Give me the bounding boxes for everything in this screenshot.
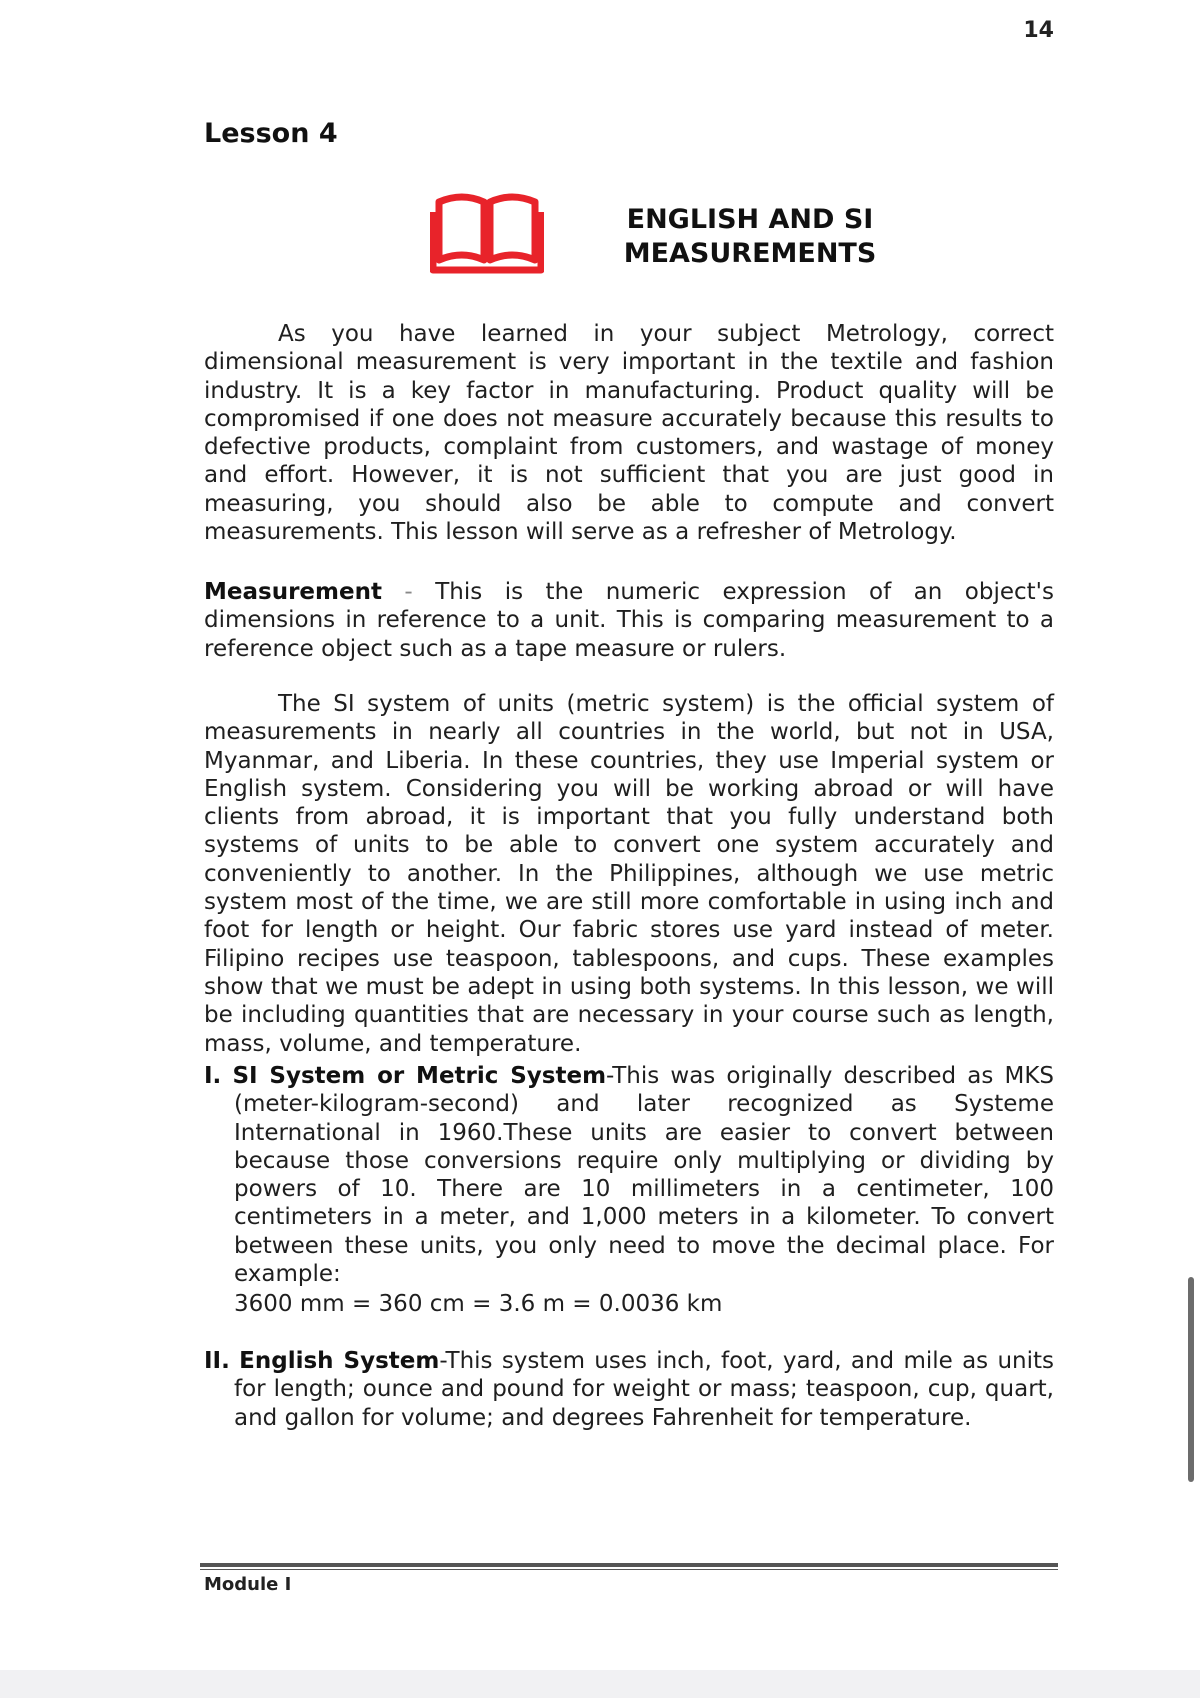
conversion-example: 3600 mm = 360 cm = 3.6 m = 0.0036 km: [234, 1291, 723, 1317]
list-item-numeral: I.: [204, 1063, 222, 1089]
definition-body: This is the numeric expression of an object's dimensions in reference to a unit. This is comparing measurement to a reference object such as a tape measure or rulers.: [204, 579, 1054, 662]
list-item-body: -This was originally described as MKS (meter-kilogram-second) and later recognized as Systeme International in 1960.These units are easier to convert between because those conversions require only multiplying or dividing by powers of 10. There are 10 millimeters in a centimeter, 100 centimeters in a meter, and 1,000 meters in a kilometer. To convert between these units, you only need to move the decimal place. For example:: [234, 1063, 1054, 1288]
lesson-title: Lesson 4: [204, 118, 338, 149]
section-heading-line1: ENGLISH AND SI: [626, 204, 874, 235]
open-book-icon: [430, 190, 544, 276]
page-number: 14: [1023, 18, 1054, 43]
definition-separator: -: [381, 579, 436, 605]
section-heading: [605, 203, 895, 271]
footer-module-label: Module I: [204, 1574, 292, 1595]
section-heading-line2: MEASUREMENTS: [623, 238, 877, 269]
list-item-term: SI System or Metric System: [232, 1063, 607, 1089]
viewer-bottom-strip: [0, 1670, 1200, 1698]
footer-rule: [200, 1563, 1058, 1567]
list-item-si-system: [204, 1062, 1054, 1288]
definition-block: [204, 578, 1054, 663]
list-item-term: English System: [239, 1348, 440, 1374]
list-item-english-system: [204, 1347, 1054, 1432]
intro-paragraph: As you have learned in your subject Metrology, correct dimensional measurement is very important in the textile and fashion industry. It is a key factor in manufacturing. Product quality will be compromised if one does not measure accurately because this results to defective products, complaint from customers, and wastage of money and effort. However, it is not sufficient that you are just good in measuring, you should also be able to compute and convert measurements. This lesson will serve as a refresher of Metrology.: [204, 321, 1054, 546]
list-item-body: -This system uses inch, foot, yard, and mile as units for length; ounce and pound for weight or mass; teaspoon, cup, quart, and gallon for volume; and degrees Fahrenheit for temperature.: [234, 1348, 1054, 1431]
definition-term: Measurement: [204, 579, 382, 605]
list-item-numeral: II.: [204, 1348, 230, 1374]
si-system-paragraph: The SI system of units (metric system) is the official system of measurements in nearly all countries in the world, but not in USA, Myanmar, and Liberia. In these countries, they use Imperial system or English system. Considering you will be working abroad or will have clients from abroad, it is important that you fully understand both systems of units to be able to convert one system accurately and conveniently to another. In the Philippines, although we use metric system most of the time, we are still more comfortable in using inch and foot for length or height. Our fabric stores use yard instead of meter. Filipino recipes use teaspoon, tablespoons, and cups. These examples show that we must be adept in using both systems. In this lesson, we will be including quantities that are necessary in your course such as length, mass, volume, and temperature.: [204, 691, 1054, 1057]
vertical-scrollbar[interactable]: [1188, 1277, 1194, 1482]
footer-rule-thin: [200, 1569, 1058, 1570]
